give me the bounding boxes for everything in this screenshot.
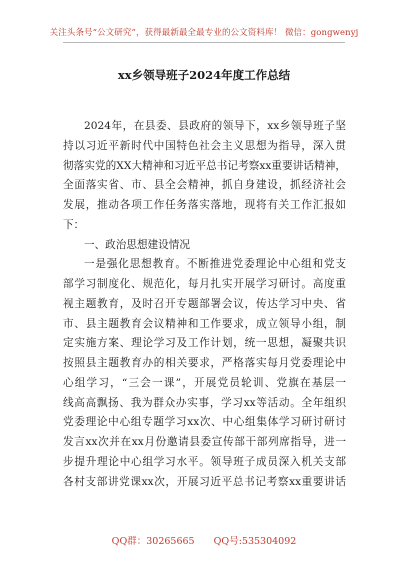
body-line: 全面落实省、市、县全会精神，抓自身建设，抓经济社会 (63, 179, 346, 192)
body-line: 部学习制度化、规范化，每月扎实开展学习研讨。高度重 (63, 278, 346, 290)
footer-contact (0, 533, 408, 547)
body-line: 一是强化思想教育。不断推进党委理论中心组和党支 (84, 258, 346, 271)
body-line: 下： (63, 218, 85, 231)
footer-qq-group: QQ群：30265665 (111, 536, 195, 547)
body-line: 视主题教育，及时召开专题部署会议，传达学习中央、省 (63, 297, 346, 310)
body-line: 心组学习，“三会一课”，开展党员轮训、党旗在基层一 (63, 376, 346, 389)
footer-qq-number: QQ号:535304092 (213, 536, 297, 547)
body-line: 发展，推动各项工作任务落实落地，现将有关工作汇报如 (63, 199, 346, 211)
body-line: 按照县主题教育办的相关要求，严格落实每月党委理论中 (63, 357, 346, 369)
body-line: 发言xx次并在xx月份邀请县委宣传部干部列席指导，进一 (63, 436, 346, 448)
body-line: 各村支部讲党课xx次，开展习近平总书记考察xx重要讲话 (63, 475, 346, 488)
header-divider (63, 42, 345, 43)
body-line: 2024年，在县委、县政府的领导下，xx乡领导班子坚 (84, 120, 346, 132)
section-heading: 一、政治思想建设情况 (84, 238, 190, 251)
body-line: 持以习近平新时代中国特色社会主义思想为指导，深入贯 (63, 139, 346, 152)
body-line: 市、县主题教育会议精神和工作要求，成立领导小组，制 (63, 317, 346, 330)
body-line: 线高高飘扬、我为群众办实事，学习xx等活动。全年组织 (63, 396, 346, 409)
body-line: 党委理论中心组专题学习xx次、中心组集体学习研讨研讨 (63, 416, 346, 429)
body-line: 彻落实党的XX大精神和习近平总书记考察xx重要讲话精神， (63, 159, 346, 172)
body-line: 定实施方案、理论学习及工作计划，统一思想，凝聚共识 (63, 337, 346, 350)
header-note: 关注头条号“公文研究”，获得最新最全最专业的公文资料库！ 微信：gongwenyj (49, 28, 359, 38)
body-line: 步提升理论中心组学习水平。领导班子成员深入机关支部 (63, 455, 346, 468)
document-body (63, 117, 346, 492)
document-title: xx乡领导班子2024年度工作总结 (117, 68, 291, 82)
